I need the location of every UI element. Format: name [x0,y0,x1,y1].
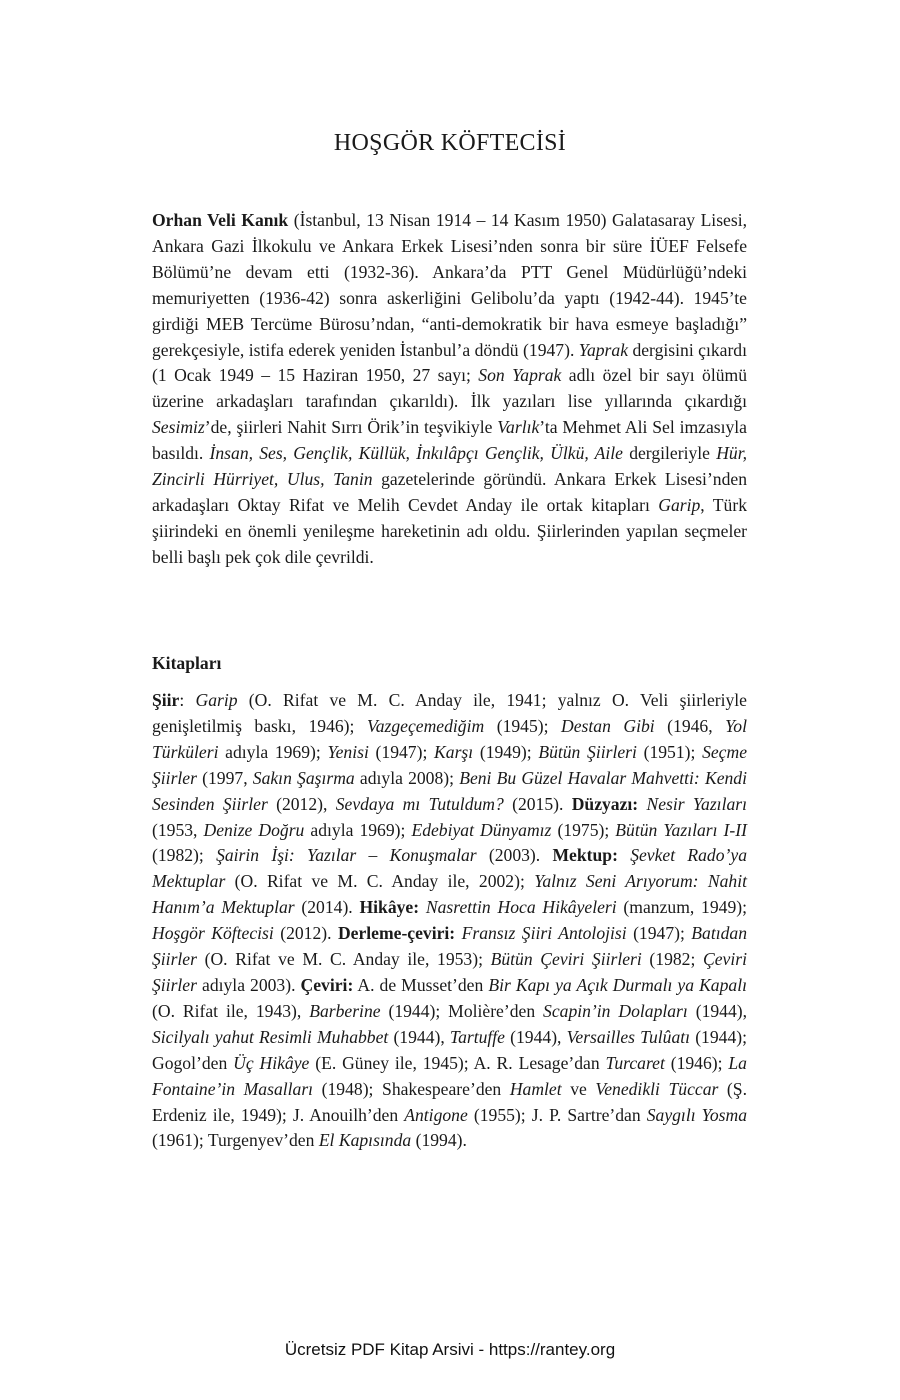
books-italic-run: Saygılı Yosma [646,1104,747,1125]
bio-text-run: gazetelerinde göründü. Ankara Erkek Lisesi’nden arkadaşları Oktay Rifat ve Melih Cevdet Anday ile ortak kitapları [152,469,747,515]
books-text-run [618,845,630,865]
books-text-run: (2014). [294,897,360,918]
books-italic-run: Nesir Yazıları [646,793,747,814]
books-text-run: (1997, [196,767,253,788]
books-italic-run: Bir Kapı ya Açık Durmalı ya Kapalı [488,974,747,995]
books-italic-run: Antigone [404,1104,468,1125]
books-italic-run: Üç Hikâye [233,1052,310,1073]
bio-italic-run: Garip [658,494,701,515]
books-bold-run: Hikâye: [359,897,420,918]
books-text-run: (O. Rifat ile, 1943), [152,1000,310,1021]
books-italic-run: Bütün Yazıları I-II [615,819,747,840]
books-italic-run: Şevket Rado’ya Mektuplar [152,845,747,892]
books-text-run: (1944), [505,1026,567,1047]
books-italic-run: Bütün Çeviri Şiirleri [490,949,642,970]
books-italic-run: Yol Türküleri [152,715,747,762]
books-text-run: (1982; [641,949,704,970]
footer-watermark: Ücretsiz PDF Kitap Arsivi - https://rantey.org [284,1340,616,1359]
books-text-run: (1944), [388,1026,450,1047]
books-text-run: (1945); [484,715,562,736]
books-text-run: (1946, [654,715,726,736]
books-text-run: (2015). [503,793,572,814]
books-text-run [419,897,426,917]
books-text-run: (Ş. Erdeniz ile, 1949); J. Anouilh’den [152,1078,747,1125]
books-text-run: adıyla 2003). [196,974,301,995]
books-italic-run: Denize Doğru [203,819,305,840]
books-italic-run: Venedikli Tüccar [595,1078,719,1099]
books-text-run: (1944); Gogol’den [152,1026,747,1073]
books-text-run: (O. Rifat ve M. C. Anday ile, 2002); [225,871,535,892]
books-italic-run: Sicilyalı yahut Resimli Muhabbet [152,1026,389,1047]
books-text-run: ve [561,1078,596,1099]
bio-text-run: ’ta Mehmet Ali Sel imzasıyla basıldı. [152,417,747,464]
bio-italic-run: Yaprak [578,339,629,360]
books-text-run: (1951); [636,741,703,762]
books-italic-run: El Kapısında [318,1130,412,1151]
books-italic-run: Fransız Şiiri Antolojisi [461,923,627,944]
bio-bold-run: Orhan Veli Kanık [152,210,289,230]
books-italic-run: Scapin’in Dolapları [543,1000,688,1021]
books-text-run: (1944); Molière’den [380,1000,544,1021]
bio-text-run: ’de, şiirleri Nahit Sırrı Örik’in teşvikiyle [204,417,498,438]
books-italic-run: Turcaret [605,1052,665,1073]
books-list-paragraph [152,688,747,1154]
books-italic-run: Şairin İşi: Yazılar – Konuşmalar [216,845,477,866]
books-italic-run: Edebiyat Dünyamız [411,819,552,840]
books-italic-run: La Fontaine’in Masalları [152,1052,747,1099]
author-biography-paragraph [152,208,747,571]
bio-text-run: , Türk şiirindeki en önemli yenileşme hareketinin adı oldu. Şiirlerinden yapılan seçmeler belli başlı pek çok dile çevrildi. [152,494,747,567]
books-text-run: adıyla 1969); [218,741,328,762]
books-text-run: (1975); [551,819,616,840]
books-text-run: (E. Güney ile, 1945); A. R. Lesage’dan [309,1052,606,1073]
books-text-run: (2012), [267,793,336,814]
books-italic-run: Yalnız Seni Arıyorum: Nahit Hanım’a Mektuplar [152,871,747,918]
books-text-run: (1994). [411,1130,467,1151]
books-italic-run: Sakın Şaşırma [252,767,355,788]
bio-italic-run: İnsan, Ses, Gençlik, Küllük, İnkılâpçı Gençlik, Ülkü, Aile [209,443,623,464]
books-italic-run: Destan Gibi [561,715,655,736]
books-italic-run: Batıdan Şiirler [152,923,748,970]
books-italic-run: Barberine [309,1000,381,1021]
books-text-run: (1944), [687,1000,748,1021]
books-italic-run: Bütün Şiirleri [538,741,637,762]
books-italic-run: Nasrettin Hoca Hikâyeleri [425,897,617,918]
books-bold-run: Derleme-çeviri: [337,923,456,944]
books-text-run: (2003). [476,845,553,866]
books-italic-run: Beni Bu Güzel Havalar Mahvetti: Kendi Sesinden Şiirler [152,767,747,814]
books-text-run: (manzum, 1949); [616,897,747,918]
books-text-run: adıyla 1969); [304,819,412,840]
books-text-run: A. de Musset’den [353,974,489,995]
books-text-run: (1946); [664,1052,729,1073]
books-text-run: (1955); J. P. Sartre’dan [467,1104,647,1125]
books-text-run: adıyla 2008); [354,767,460,788]
books-text-run: (1961); Turgenyev’den [152,1130,319,1151]
books-bold-run: Düzyazı: [571,793,639,814]
books-text-run: (O. Rifat ve M. C. Anday ile, 1941; yalnız O. Veli şiirleriyle genişletilmiş baskı, 1946); [152,690,747,736]
books-italic-run: Çeviri Şiirler [152,949,747,995]
books-italic-run: Yenisi [327,741,369,762]
bio-italic-run: Son Yaprak [478,365,562,386]
books-italic-run: Garip [195,690,238,710]
books-text-run: (1982); [152,845,217,866]
bio-italic-run: Hür, Zincirli Hürriyet, Ulus, Tanin [152,443,747,490]
books-italic-run: Hoşgör Köftecisi [152,923,274,944]
bio-italic-run: Varlık [497,417,540,438]
books-text-run: (1948); Shakespeare’den [313,1078,510,1099]
bio-text-run: dergileriyle [623,443,717,464]
books-text-run: : [179,690,196,710]
bio-text-run: dergisini çıkardı (1 Ocak 1949 – 15 Haziran 1950, 27 sayı; [152,339,747,386]
books-italic-run: Sevdaya mı Tutuldum? [335,793,504,814]
books-text-run: (1949); [473,741,539,762]
books-text-run: (1947); [368,741,435,762]
books-italic-run: Hamlet [509,1078,562,1099]
books-text-run: (1953, [152,819,204,840]
books-text-run: (O. Rifat ve M. C. Anday ile, 1953); [196,949,491,970]
books-bold-run: Mektup: [552,845,618,866]
bio-text-run: (İstanbul, 13 Nisan 1914 – 14 Kasım 1950) Galatasaray Lisesi, Ankara Gazi İlkokulu ve Ankara Erkek Lisesi’nden sonra bir süre İÜEF Felsefe Bölümü’ne devam etti (1932-36). Ankara’da PTT Genel Müdürlüğü’ndeki memuriyetten (1936-42) sonra askerliğini Gelibolu’da yaptı (1942-44). 1945’te girdiği MEB Tercüme Bürosu’ndan, “anti-demokratik bir hava esmeye başladığı” gerekçesiyle, istifa ederek yeniden İstanbul’a döndü (1947). [152,210,747,360]
books-italic-run: Versailles Tulûatı [566,1026,691,1047]
books-bold-run: Çeviri: [300,974,354,995]
books-heading: Kitapları [152,653,222,673]
books-bold-run: Şiir [152,690,180,710]
books-text-run: (2012). [273,923,338,944]
bio-text-run: adlı özel bir sayı ölümü üzerine arkadaşları tarafından çıkarıldı). İlk yazıları lise yıllarında çıkardığı [152,365,747,412]
page-title: HOŞGÖR KÖFTECİSİ [333,130,567,156]
books-italic-run: Seçme Şiirler [152,741,748,788]
books-italic-run: Vazgeçemediğim [366,715,485,736]
books-italic-run: Tartuffe [449,1026,505,1047]
books-text-run: (1947); [626,923,692,944]
books-italic-run: Karşı [434,741,474,762]
bio-italic-run: Sesimiz [152,417,205,438]
